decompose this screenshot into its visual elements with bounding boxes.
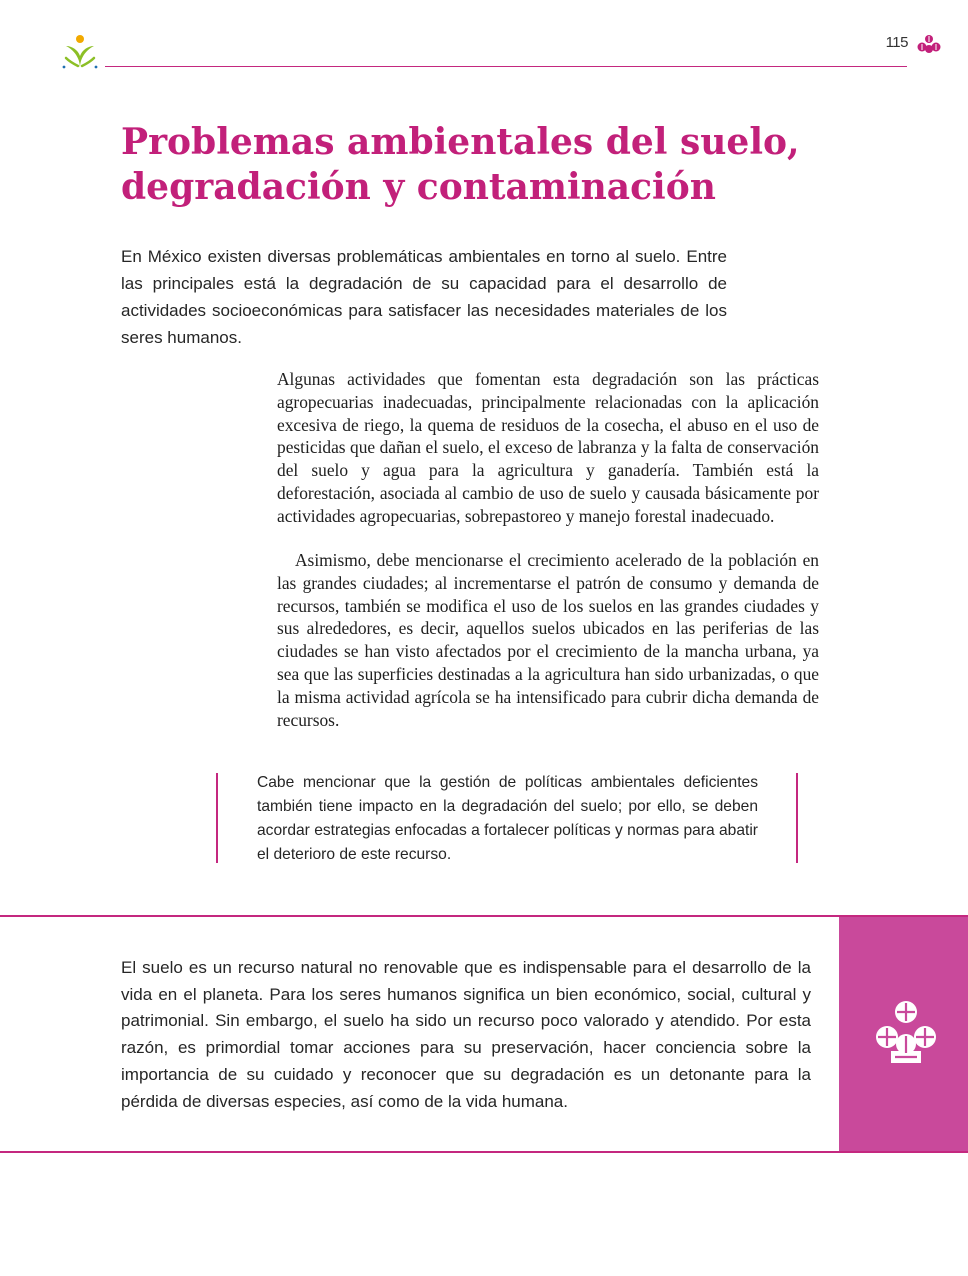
quote-text: Cabe mencionar que la gestión de políticas ambientales deficientes también tiene impacto en la degradación del suelo; por ello, se deben acordar estrategias enfocadas a fortalecer políticas y normas para abatir el deterioro de este recurso. (257, 774, 758, 863)
sprout-figure-icon (60, 32, 100, 72)
body-paragraph-1: Algunas actividades que fomentan esta degradación son las prácticas agropecuarias inadecuadas, principalmente relacionadas con la aplicación excesiva de riego, la quema de residuos de la cosecha, el abuso en el uso de pesticidas que dañan el suelo, el exceso de labranza y la falta de conservación del suelo y agua para la agricultura y ganadería. También está la deforestación, asociada al cambio de uso de suelo y causada básicamente por actividades agropecuarias, sobrepastoreo y manejo forestal inadecuado. (277, 369, 819, 526)
box-rule-top (0, 915, 968, 917)
body-paragraph-2: Asimismo, debe mencionarse el crecimiento acelerado de la población en las grandes ciudades; al incrementarse el patrón de consumo y demanda de recursos, también se modifica el uso de los suelos en las grandes ciudades y sus alrededores, es decir, aquellos suelos ubicados en las periferias de las ciudades se han visto afectados por el crecimiento de la mancha urbana, ya sea que las superficies destinadas a la agricultura han sido urbanizadas, o que la misma actividad agrícola se ha intensificado para cubrir dicha demanda de recursos. (277, 550, 819, 730)
side-panel (839, 917, 968, 1151)
quote-bar-right (796, 773, 798, 863)
page-title: Problemas ambientales del suelo, degradación y contaminación (121, 121, 800, 208)
box-rule-bottom (0, 1151, 968, 1153)
flower-ornament-icon (873, 999, 939, 1065)
quote-bar-left (216, 773, 218, 863)
intro-paragraph: En México existen diversas problemáticas ambientales en torno al suelo. Entre las principales está la degradación de su capacidad para el desarrollo de actividades socioeconómicas para satisfacer las necesidades materiales de los seres humanos. (121, 247, 727, 347)
flower-ornament-icon (916, 34, 942, 56)
header-rule (105, 66, 907, 67)
header-logo (60, 32, 100, 72)
page-number: 115 (885, 34, 908, 51)
header-ornament (916, 34, 942, 56)
highlight-box-text: El suelo es un recurso natural no renovable que es indispensable para el desarrollo de la vida en el planeta. Para los seres humanos significa un bien económico, social, cultural y patrimonial. Sin embargo, el suelo ha sido un recurso poco valorado y atendido. Por esta razón, es primordial tomar acciones para su preservación, hacer conciencia sobre la importancia de su cuidado y reconocer que su degradación es un detonante para la pérdida de diversas especies, así como de la vida humana. (121, 958, 811, 1111)
